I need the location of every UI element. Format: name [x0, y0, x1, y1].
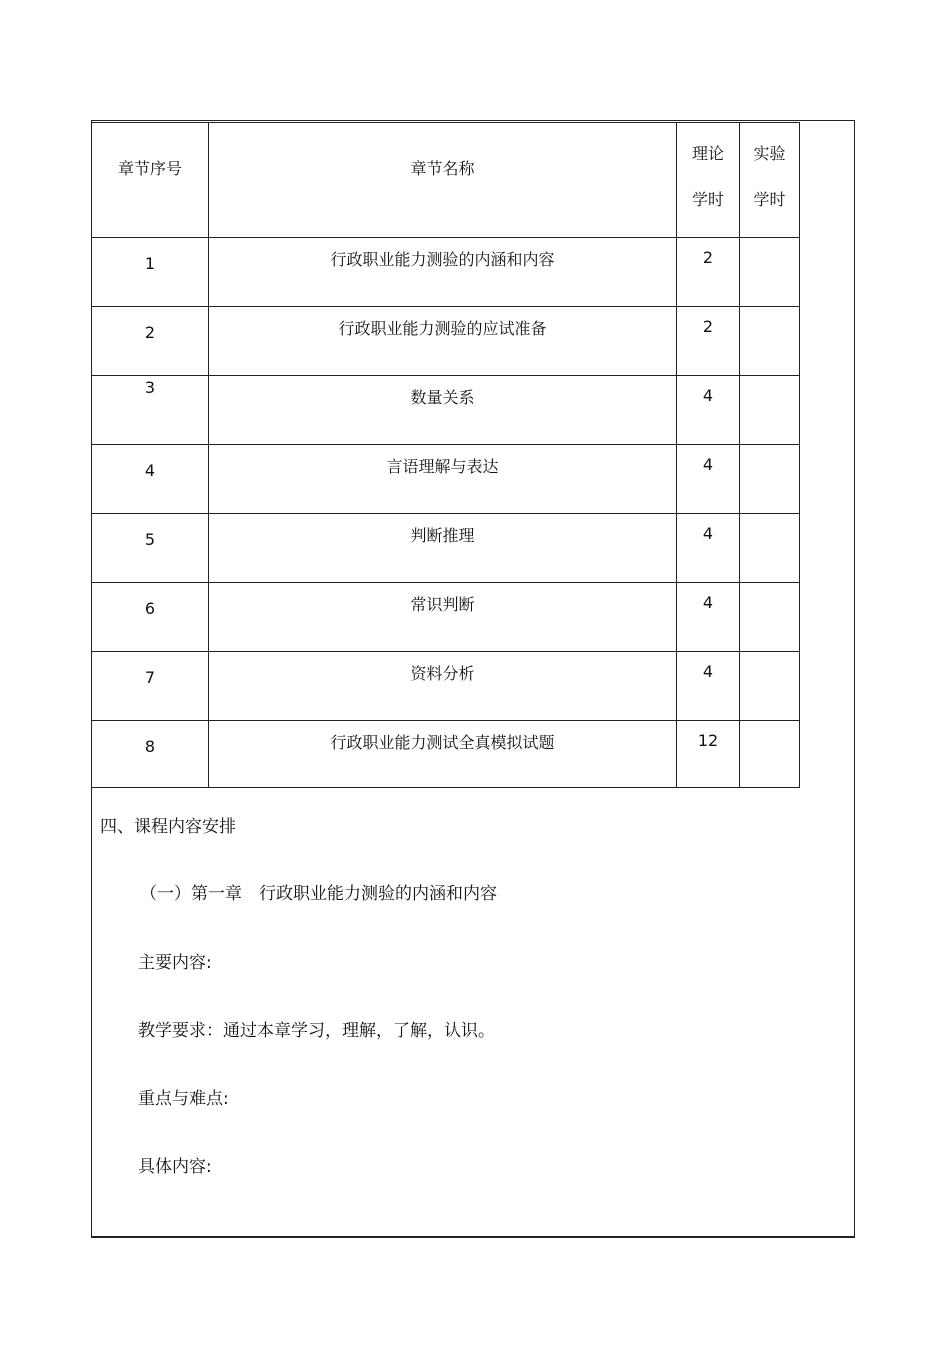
chapter-name-cell: 判断推理 — [209, 514, 677, 583]
chapter-number-cell: 4 — [92, 445, 209, 514]
key-points-label: 重点与难点: — [138, 1089, 229, 1109]
chapter-number-cell: 7 — [92, 652, 209, 721]
theory-hours-cell: 4 — [677, 376, 740, 445]
lab-hours-cell — [740, 307, 800, 376]
chapter-name-cell: 数量关系 — [209, 376, 677, 445]
chapter-number-cell: 5 — [92, 514, 209, 583]
chapter-title: （一）第一章 行政职业能力测验的内涵和内容 — [140, 884, 497, 904]
chapter-number-cell: 2 — [92, 307, 209, 376]
chapter-number-cell: 1 — [92, 238, 209, 307]
lab-hours-cell — [740, 583, 800, 652]
theory-hours-cell: 4 — [677, 652, 740, 721]
lab-hours-cell — [740, 721, 800, 788]
theory-hours-cell: 2 — [677, 238, 740, 307]
table-row — [92, 514, 800, 583]
details-label: 具体内容: — [138, 1157, 212, 1177]
theory-hours-cell: 2 — [677, 307, 740, 376]
lab-hours-cell — [740, 514, 800, 583]
chapter-number-cell: 3 — [92, 376, 209, 445]
table-row — [92, 652, 800, 721]
lab-hours-cell — [740, 238, 800, 307]
section-heading: 四、课程内容安排 — [100, 817, 236, 837]
header-chapter-no: 章节序号 — [92, 123, 209, 238]
chapter-name-cell: 常识判断 — [209, 583, 677, 652]
table-row — [92, 583, 800, 652]
teaching-requirements: 教学要求：通过本章学习，理解，了解，认识。 — [138, 1021, 495, 1041]
chapter-name-cell: 言语理解与表达 — [209, 445, 677, 514]
chapter-hours-table — [91, 122, 800, 788]
chapter-name-cell: 行政职业能力测试全真模拟试题 — [209, 721, 677, 788]
chapter-name-cell: 行政职业能力测验的内涵和内容 — [209, 238, 677, 307]
theory-hours-cell: 4 — [677, 445, 740, 514]
table-header-row — [92, 123, 800, 238]
chapter-number-cell: 8 — [92, 721, 209, 788]
header-lab-hours: 实验 学时 — [740, 123, 800, 238]
theory-hours-cell: 4 — [677, 583, 740, 652]
theory-hours-cell: 4 — [677, 514, 740, 583]
chapter-name-cell: 资料分析 — [209, 652, 677, 721]
theory-hours-cell: 12 — [677, 721, 740, 788]
header-chapter-name: 章节名称 — [209, 123, 677, 238]
lab-hours-cell — [740, 652, 800, 721]
table-row — [92, 721, 800, 788]
table-row — [92, 238, 800, 307]
chapter-number-cell: 6 — [92, 583, 209, 652]
table-row — [92, 445, 800, 514]
chapter-name-cell: 行政职业能力测验的应试准备 — [209, 307, 677, 376]
table-row — [92, 307, 800, 376]
lab-hours-cell — [740, 445, 800, 514]
table-row — [92, 376, 800, 445]
header-theory-hours: 理论 学时 — [677, 123, 740, 238]
main-content-label: 主要内容: — [138, 953, 212, 973]
lab-hours-cell — [740, 376, 800, 445]
